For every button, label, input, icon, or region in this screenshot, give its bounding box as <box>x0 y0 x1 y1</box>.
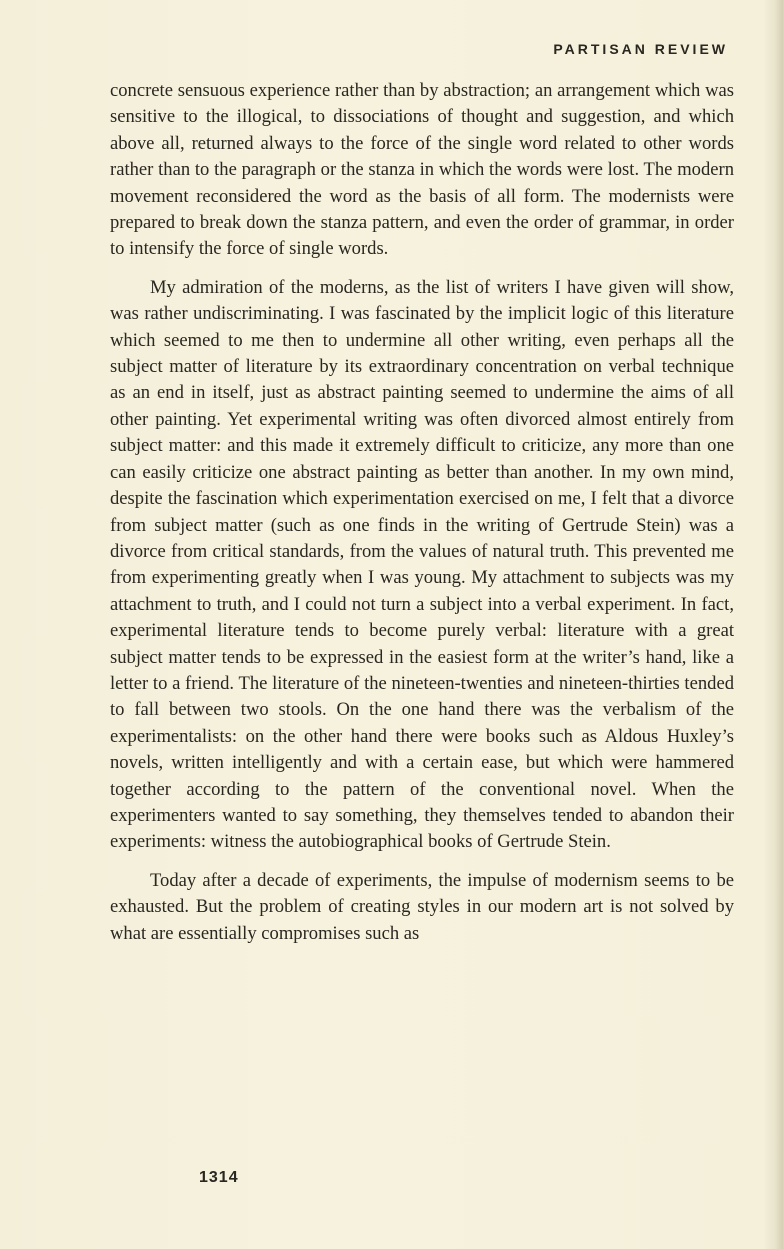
paragraph-3: Today after a decade of experiments, the impulse of modernism seems to be exhausted. But the problem of creating styles in our modern art is not solved by what are essentially compromises such as <box>110 869 734 944</box>
page-number: 1314 <box>199 1169 239 1186</box>
running-head: PARTISAN REVIEW <box>553 41 728 57</box>
paragraph-2: My admiration of the moderns, as the list of writers I have given will show, was rather undiscriminating. I was fascinated by the implicit logic of this literature which seemed to me then to undermine all other writing, even perhaps all the subject matter of literature by its extraordinary concentration on verbal technique as an end in itself, just as abstract painting seemed to undermine the aims of all other painting. Yet experimental writing was often divorced almost entirely from subject matter: and this made it extremely difficult to criticize, any more than one can easily criticize one abstract painting as better than another. In my own mind, despite the fascination which experimentation exercised on me, I felt that a divorce from subject matter (such as one finds in the writing of Gertrude Stein) was a divorce from critical standards, from the values of natural truth. This prevented me from experimenting greatly when I was young. My attachment to subjects was my attachment to truth, and I could not turn a subject into a verbal experiment. In fact, experimental literature tends to become purely verbal: literature with a great subject matter tends to be expressed in the easiest form at the writer’s hand, like a letter to a friend. The literature of the nineteen-twenties and nineteen-thirties tended to fall between two stools. On the one hand there was the verbalism of the experimentalists: on the other hand there were books such as Aldous Huxley’s novels, written intelligently and with a certain ease, but which were hammered together according to the pattern of the conventional novel. When the experimenters wanted to say something, they themselves tended to abandon their experiments: witness the autobiographical books of Gertrude Stein. <box>110 276 734 853</box>
paragraph-1: concrete sensuous experience rather than by abstraction; an arrangement which was sensitive to the illogical, to dissociations of thought and suggestion, and which above all, returned always to the force of the single word related to other words rather than to the paragraph or the stanza in which the words were lost. The modern movement reconsidered the word as the basis of all form. The modernists were prepared to break down the stanza pattern, and even the order of grammar, in order to intensify the force of single words. <box>110 80 734 260</box>
body-text <box>110 78 734 959</box>
page-edge-shadow <box>763 0 783 1249</box>
